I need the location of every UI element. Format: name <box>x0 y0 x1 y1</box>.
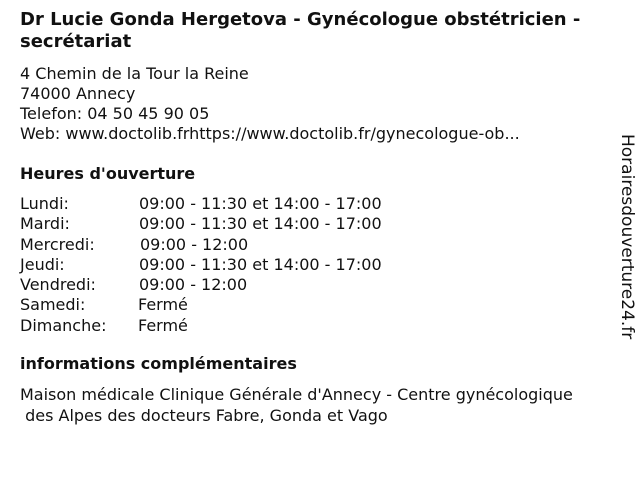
day-label: Dimanche: <box>20 315 107 335</box>
day-label: Mardi: <box>20 214 70 234</box>
time-value: 09:00 - 11:30 et 14:00 - 17:00 <box>139 194 382 213</box>
street-address: 4 Chemin de la Tour la Reine <box>20 64 249 83</box>
time-value: 09:00 - 12:00 <box>140 234 249 254</box>
day-label: Samedi: <box>20 295 86 315</box>
time-value: 09:00 - 12:00 <box>139 275 248 295</box>
additional-info <box>20 384 573 426</box>
info-line: des Alpes des docteurs Fabre, Gonda et Vago <box>20 406 388 425</box>
info-heading: informations complémentaires <box>20 354 297 373</box>
day-label: Mercredi: <box>20 234 95 254</box>
day-label: Jeudi: <box>20 254 65 274</box>
city-postcode: 74000 Annecy <box>20 84 136 103</box>
time-value: Fermé <box>138 315 188 335</box>
site-name-vertical: Horairesdouverture24.fr <box>617 134 637 340</box>
phone-number: Telefon: 04 50 45 90 05 <box>20 104 210 123</box>
hours-heading: Heures d'ouverture <box>20 164 196 183</box>
site-watermark <box>614 134 638 370</box>
day-label: Vendredi: <box>20 275 96 295</box>
day-label: Lundi: <box>20 194 69 213</box>
time-value: 09:00 - 11:30 et 14:00 - 17:00 <box>139 214 382 234</box>
website-link: Web: www.doctolib.frhttps://www.doctolib.fr/gynecologue-ob... <box>20 124 520 143</box>
address-block <box>20 64 520 144</box>
page-title: Dr Lucie Gonda Hergetova - Gynécologue obstétricien - secrétariat <box>20 9 581 52</box>
info-line: Maison médicale Clinique Générale d'Annecy - Centre gynécologique <box>20 385 573 404</box>
time-value: Fermé <box>138 295 188 315</box>
time-value: 09:00 - 11:30 et 14:00 - 17:00 <box>139 254 382 274</box>
